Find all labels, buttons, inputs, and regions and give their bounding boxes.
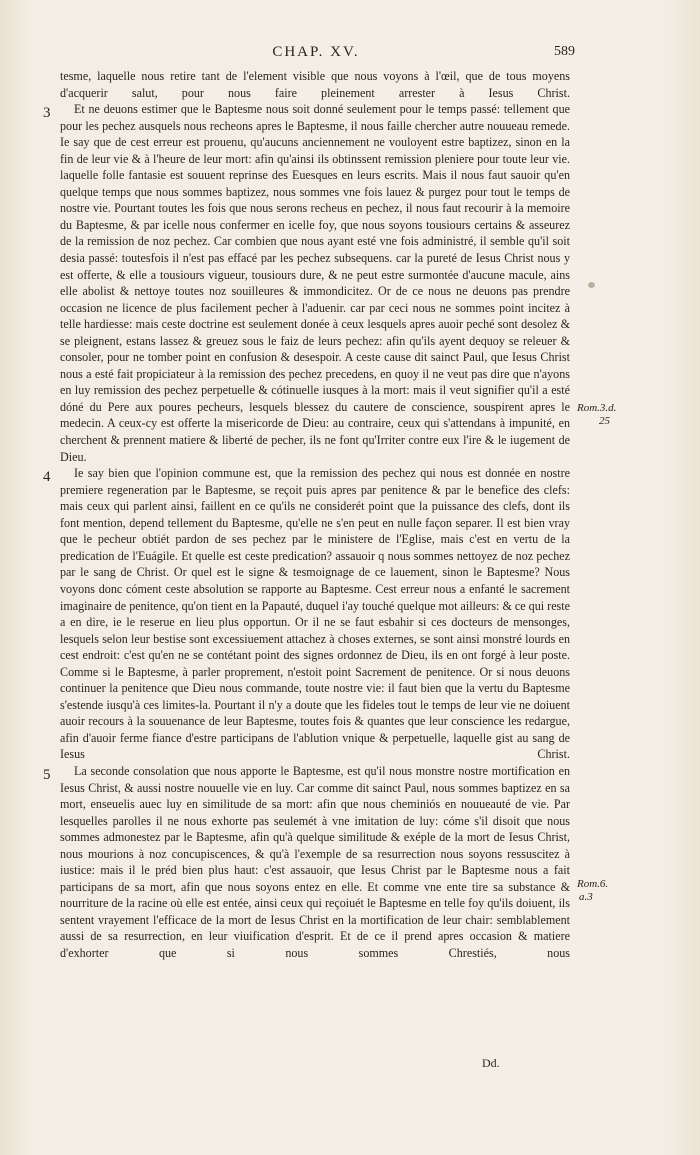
paragraph-text: Et ne deuons estimer que le Baptesme nous soit donné seulement pour le temps passé: tellement que pour les pechez ausquels nous recheons apres le Baptesme, il nous faille chercher autre nouueau remede. Ie say que de cest erreur est prouenu, qu'aucuns anciennement ne vouloyent estre baptizez, sinon en la fin de leur vie & à l'heure de leur mort: afin qu'ainsi ils obtinssent remission pleniere pour toute leur vie. laquelle folle fantasie est souuent reprinse des Euesques en leurs escrits. Mais il nous faut sauoir qu'en quelque temps que nous sommes baptizez, nous sommes vne fois lauez & purgez pour tout le temps de nostre vie. Pourtant toutes les fois que nous serons recheus en pechez, il nous faut recourir à la memoire du Baptesme, & par icelle nous confermer en icelle foy, que nous soyons tousiours certains & asseurez de la remission de noz pechez. Car combien que nous ayant esté vne fois administré, il semble qu'il soit desia passé: toutesfois il n'est pas effacé par les pechez subsequens. car la pureté de Iesus Christ nous y est offerte, & elle a tousiours vigueur, tousiours dure, & ne peut estre surmontée d'aucune macule, ains elle abolist & nettoye toutes noz souilleures & immondicitez. Or de ce nous ne deuons pas prendre occasion ne licence de plus facilement pecher à l'aduenir. car par ceci nous ne sommes point incitez à telle hardiesse: mais ceste doctrine est seulement donée à ceux lesquels apres auoir peché sont desolez & se pleignent, estans lassez & greuez sous le faiz de leurs pechez: afin qu'ils ayent dequoy se releuer & consoler, pour ne tomber point en confusion & desespoir. A ceste cause dit sainct Paul, que Iesus Christ nous a esté fait propiciateur à la remission des pechez precedens, en quoy il ne veut pas dire que n'ayons en luy remission des pechez perpetuelle & cótinuelle iusques à la mort: mais il veut signifier qu'il a esté dóné du Pere aux poures pecheurs, lesquels blessez du cautere de conscience, souspirent apres le medecin. A ceux-cy est offerte la misericorde de Dieu: au contraire, ceux qui s'attendans à impunité, en cherchent & prennent matiere & liberté de pecher, ils ne font qu'Irriter contre eux l'ire & le iugement de Dieu. [60,102,570,464]
paragraph-text: Ie say bien que l'opinion commune est, que la remission des pechez qui nous est donnée en nostre premiere regeneration par le Baptesme, se reçoit puis apres par penitence & par le benefice des clefs: mais ceux qui parlent ainsi, faillent en ce qu'ils ne considerét point que la puissance des clefs, dont ils font mention, depend tellement du Baptesme, qu'elle ne s'en peut en nulle façon separer. Il est bien vray que le pecheur obtiét pardon de ses pechez par le ministere de l'Eglise, mais c'est en vertu de la predication de l'Euágile. Et quelle est ceste predication? assauoir q nous sommes nettoyez de noz pechez par le sang de Christ. Or quel est le signe & tesmoignage de ce lauement, sinon le Baptesme? Nous voyons donc cóment ceste absolution se rapporte au Baptesme. Cest erreur nous a enfanté le sacrement imaginaire de penitence, qu'on tient en la Papauté, duquel i'ay touché quelque mot ailleurs: & ce qui reste a en dire, ie le reserue en lieu plus opportun. Or il ne se faut esbahir si ces docteurs de mensonges, lesquels selon leur bestise sont excessiuement attachez à choses externes, se sont ainsi monstré lourds en cest endroit: c'est qu'en ne se contétant point des signes ordonnez de Dieu, ils en ont forgé à leur poste. Comme si le Baptesme, à parler proprement, n'estoit point Sacrement de penitence. Or si nous deuons continuer la penitence que Dieu nous commande, toute nostre vie: il faut bien que la vertu du Baptesme s'estende iusqu'à ces limites-la. Pourtant il n'y a doute que les fideles tout le temps de leur vie ne doiuent auoir recours à la souuenance de leur Baptesme, toutes fois & quantes que leur conscience les redargue, afin d'auoir ferme fiance d'estre participans de l'ablution vnique & perpetuelle, laquelle gist au sang de Iesus Christ. [60,466,570,762]
margin-note-text: Rom.6. [577,878,609,890]
section-number: 5 [43,766,51,783]
catchword: Dd. [482,1056,500,1070]
margin-note-sub: 25 [599,415,610,427]
body-text [43,68,570,962]
margin-note-rom3 [577,402,616,428]
paragraph-text: tesme, laquelle nous retire tant de l'element visible que nous voyons à l'œil, que de tous moyens d'acquerir salut, pour nous faire pleinement arrester à Iesus Christ. [60,69,570,100]
margin-note-rom6 [577,878,608,904]
page-number: 589 [554,44,575,59]
paragraph-continuation [60,68,570,101]
page-header [57,44,575,66]
running-head: CHAP. XV. [272,44,360,60]
paragraph-section-5 [43,763,570,962]
paragraph-text: La seconde consolation que nous apporte le Baptesme, est qu'il nous monstre nostre mortification en Iesus Christ, & aussi nostre nouuelle vie en luy. Car comme dit sainct Paul, nous sommes baptizez en sa mort, enseuelis auec luy en similitude de sa mort: afin que nous cheminiós en nouueauté de vie. Par lesquelles parolles il ne nous exhorte pas seulemét à vne imitation de luy: cóme s'il disoit que nous sommes admonestez par le Baptesme, afin qu'à quelque similitude & exéple de la mort de Iesus Christ, nous mourions à noz concupiscences, & qu'à l'exemple de sa resurrection nous soyons ressuscitez à iustice: mais il le préd bien plus haut: c'est assauoir, que Iesus Christ par le Baptesme nous a fait participans de sa mort, afin que nous soyons entez en elle. Et comme vne ente tire sa substance & nourriture de la racine où elle est entée, ainsi ceux qui reçoiuét le Baptesme en telle foy qu'ils doiuent, ils sentent vrayement l'efficace de la mort de Iesus Christ en la mortification de leur chair: semblablement aussi de sa resurrection, en leur viuification d'esprit. Et de ce il prend apres occasion & matiere d'exhorter que si nous sommes Chrestiés, nous [60,763,570,960]
section-number: 4 [43,469,51,486]
paragraph-section-4 [43,465,570,763]
margin-note-text: Rom.3.d. [577,402,617,414]
ink-spot-icon [588,282,595,288]
paragraph-section-3 [43,101,570,465]
margin-note-sub: a.3 [579,891,593,903]
section-number: 3 [43,105,51,122]
